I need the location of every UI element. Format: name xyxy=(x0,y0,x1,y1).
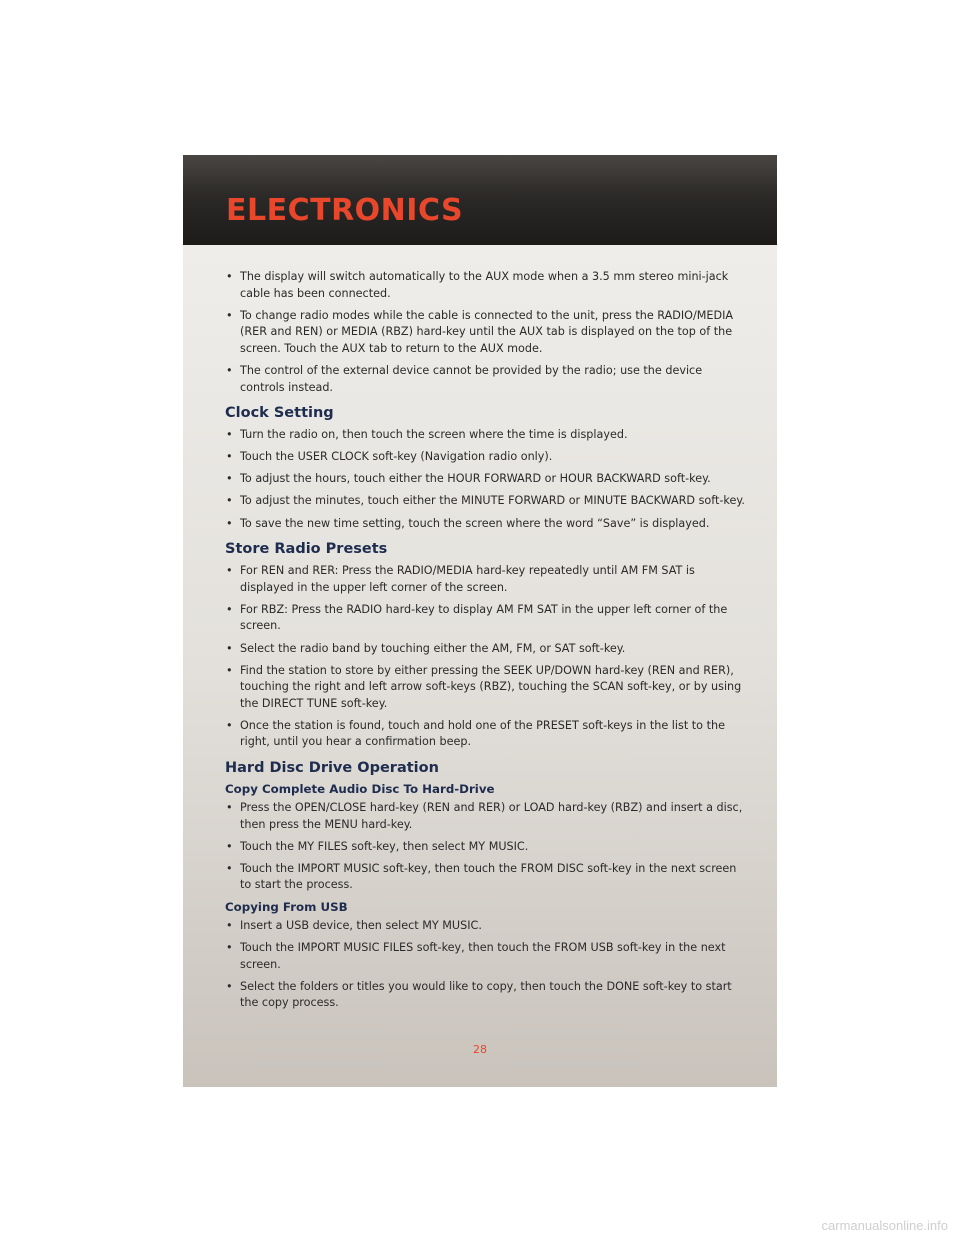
list-item: • Insert a USB device, then select MY MUSIC. xyxy=(225,918,745,935)
hdd-operation-heading: Hard Disc Drive Operation xyxy=(225,760,439,777)
list-item: • Touch the IMPORT MUSIC soft-key, then touch the FROM DISC soft-key in the next screen to start the process. xyxy=(225,861,745,894)
page-number: 28 xyxy=(473,1043,487,1056)
list-item: • Touch the USER CLOCK soft-key (Navigation radio only). xyxy=(225,449,745,466)
intro-list xyxy=(225,269,745,396)
list-item: • Select the folders or titles you would like to copy, then touch the DONE soft-key to start the copy process. xyxy=(225,979,745,1012)
section-title: ELECTRONICS xyxy=(226,193,464,228)
manual-page xyxy=(183,155,777,1087)
list-item: • To adjust the minutes, touch either the MINUTE FORWARD or MINUTE BACKWARD soft-key. xyxy=(225,493,745,510)
clock-setting-list xyxy=(225,427,745,532)
list-item: • Touch the MY FILES soft-key, then select MY MUSIC. xyxy=(225,839,745,856)
list-item: • To save the new time setting, touch the screen where the word “Save” is displayed. xyxy=(225,516,745,533)
copy-disc-subheading: Copy Complete Audio Disc To Hard-Drive xyxy=(225,782,495,797)
clock-setting-heading: Clock Setting xyxy=(225,405,334,422)
list-item: • For RBZ: Press the RADIO hard-key to display AM FM SAT in the upper left corner of the screen. xyxy=(225,602,745,635)
page-content xyxy=(225,269,745,1018)
list-item: • To change radio modes while the cable is connected to the unit, press the RADIO/MEDIA (RER and REN) or MEDIA (RBZ) hard-key until the AUX tab is displayed on the top of the screen. Touch the AUX tab to return to the AUX mode. xyxy=(225,308,745,358)
store-presets-heading: Store Radio Presets xyxy=(225,541,388,558)
copy-disc-list xyxy=(225,800,745,894)
section-header xyxy=(183,155,777,245)
list-item: • Find the station to store by either pressing the SEEK UP/DOWN hard-key (REN and RER), touching the right and left arrow soft-keys (RBZ), touching the SCAN soft-key, or by using the DIRECT TUNE soft-key. xyxy=(225,663,745,713)
list-item: • Select the radio band by touching either the AM, FM, or SAT soft-key. xyxy=(225,641,745,658)
copy-usb-list xyxy=(225,918,745,1012)
list-item: • To adjust the hours, touch either the HOUR FORWARD or HOUR BACKWARD soft-key. xyxy=(225,471,745,488)
list-item: • Press the OPEN/CLOSE hard-key (REN and RER) or LOAD hard-key (RBZ) and insert a disc, then press the MENU hard-key. xyxy=(225,800,745,833)
list-item: • Touch the IMPORT MUSIC FILES soft-key, then touch the FROM USB soft-key in the next screen. xyxy=(225,940,745,973)
copy-usb-subheading: Copying From USB xyxy=(225,900,348,915)
list-item: • For REN and RER: Press the RADIO/MEDIA hard-key repeatedly until AM FM SAT is displayed in the upper left corner of the screen. xyxy=(225,563,745,596)
list-item: • Turn the radio on, then touch the screen where the time is displayed. xyxy=(225,427,745,444)
watermark-text: carmanualsonline.info xyxy=(821,1218,948,1233)
list-item: • Once the station is found, touch and hold one of the PRESET soft-keys in the list to the right, until you hear a confirmation beep. xyxy=(225,718,745,751)
list-item: • The display will switch automatically to the AUX mode when a 3.5 mm stereo mini-jack cable has been connected. xyxy=(225,269,745,302)
list-item: • The control of the external device cannot be provided by the radio; use the device controls instead. xyxy=(225,363,745,396)
store-presets-list xyxy=(225,563,745,751)
